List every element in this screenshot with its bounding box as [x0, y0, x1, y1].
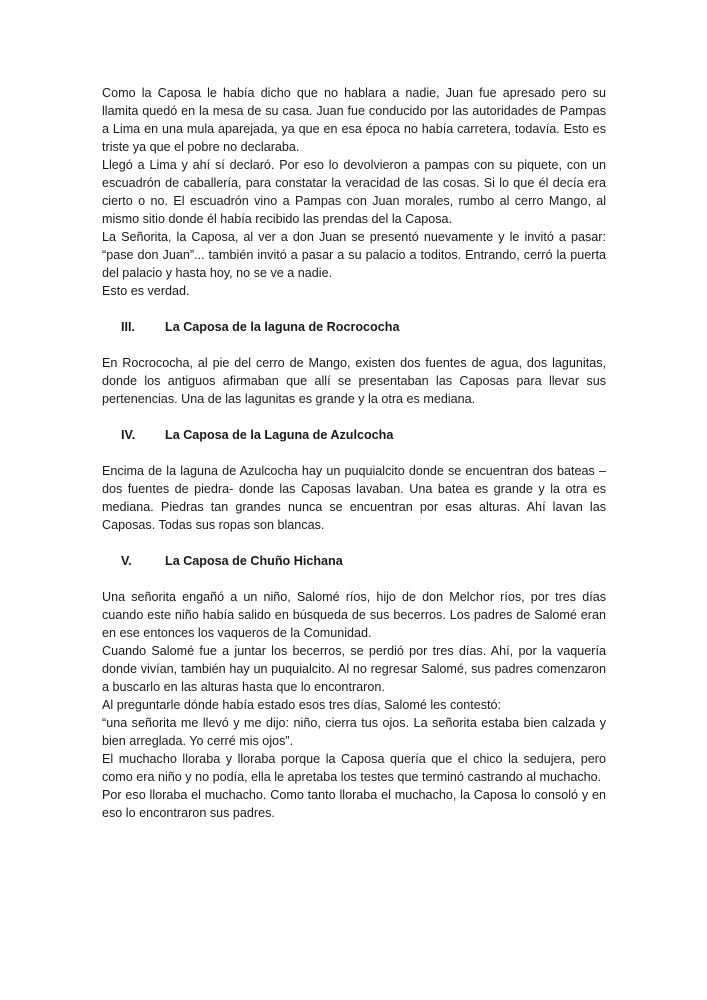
paragraph: Encima de la laguna de Azulcocha hay un puquialcito donde se encuentran dos bateas – dos fuentes de piedra- donde las Caposas lavaban. Una batea es grande y la otra es mediana. Piedras tan grandes nunca se encuentran por esas alturas. Ahí lavan las Caposas. Todas sus ropas son blancas.: [102, 464, 606, 532]
paragraph: Por eso lloraba el muchacho. Como tanto lloraba el muchacho, la Caposa lo consoló y en eso lo encontraron sus padres.: [102, 788, 606, 820]
section-heading-iii: [102, 318, 606, 336]
paragraph: La Señorita, la Caposa, al ver a don Juan se presentó nuevamente y le invitó a pasar: “pase don Juan”... también invitó a pasar a su palacio a toditos. Entrando, cerró la puerta del palacio y hasta hoy, no se ve a nadie.: [102, 230, 606, 280]
section-heading-v: [102, 552, 606, 570]
paragraph: Una señorita engañó a un niño, Salomé ríos, hijo de don Melchor ríos, por tres días cuando este niño había salido en búsqueda de sus becerros. Los padres de Salomé eran en ese entonces los vaqueros de la Comunidad.: [102, 590, 606, 640]
paragraph: “una señorita me llevó y me dijo: niño, cierra tus ojos. La señorita estaba bien calzada y bien arreglada. Yo cerré mis ojos”.: [102, 716, 606, 748]
paragraph: Llegó a Lima y ahí sí declaró. Por eso lo devolvieron a pampas con su piquete, con un escuadrón de caballería, para constatar la veracidad de las cosas. Si lo que él decía era cierto o no. El escuadrón vino a Pampas con Juan morales, rumbo al cerro Mango, al mismo sitio donde él había recibido las prendas del la Caposa.: [102, 158, 606, 226]
document-page: [102, 84, 606, 822]
paragraph: En Rocrococha, al pie del cerro de Mango, existen dos fuentes de agua, dos lagunitas, donde los antiguos afirmaban que allí se presentaban las Caposas para llevar sus pertenencias. Una de las lagunitas es grande y la otra es mediana.: [102, 356, 606, 406]
section-title: La Caposa de Chuño Hichana: [165, 554, 343, 568]
paragraph: El muchacho lloraba y lloraba porque la Caposa quería que el chico la sedujera, pero como era niño y no podía, ella le apretaba los testes que terminó castrando al muchacho.: [102, 752, 606, 784]
section-title: La Caposa de la laguna de Rocrococha: [165, 320, 400, 334]
section-heading-iv: [102, 426, 606, 444]
section-title: La Caposa de la Laguna de Azulcocha: [165, 428, 394, 442]
section-number: III.: [121, 320, 135, 334]
section-number: V.: [121, 554, 132, 568]
section-number: IV.: [121, 428, 136, 442]
paragraph: Al preguntarle dónde había estado esos tres días, Salomé les contestó:: [102, 698, 502, 712]
paragraph: Esto es verdad.: [102, 284, 190, 298]
paragraph: Como la Caposa le había dicho que no hablara a nadie, Juan fue apresado pero su llamita quedó en la mesa de su casa. Juan fue conducido por las autoridades de Pampas a Lima en una mula aparejada, ya que en esa época no había carretera, todavía. Esto es triste ya que el pobre no declaraba.: [102, 86, 606, 154]
paragraph: Cuando Salomé fue a juntar los becerros, se perdió por tres días. Ahí, por la vaquería donde vivían, también hay un puquialcito. Al no regresar Salomé, sus padres comenzaron a buscarlo en las alturas hasta que lo encontraron.: [102, 644, 606, 694]
